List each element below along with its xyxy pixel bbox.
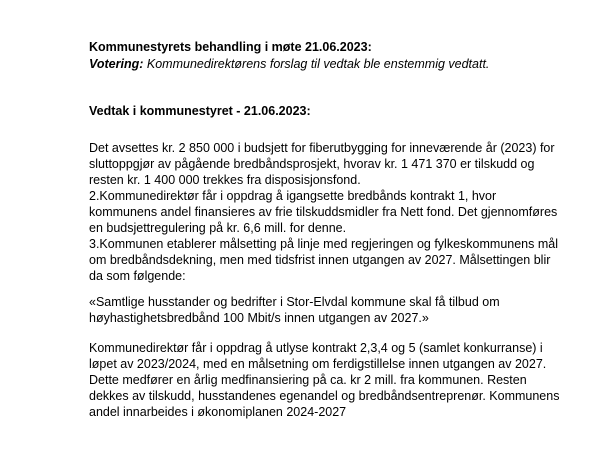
decision-paragraph-contract-1: 2.Kommunedirektør får i oppdrag å igangsette bredbånds kontrakt 1, hvor kommunens andel finansieres av frie tilskuddsmidler fra Nett fond. Det gjennomføres en budsjettregulering på kr. 6,6 mill. for denne.	[89, 189, 558, 235]
vote-text: Kommunedirektørens forslag til vedtak ble enstemmig vedtatt.	[143, 57, 490, 71]
decision-paragraph-target: 3.Kommunen etablerer målsetting på linje med regjeringen og fylkeskommunens mål om bredbåndsdekning, men med tidsfrist innen utgangen av 2027. Målsettingen blir da som følgende:	[89, 237, 558, 283]
decision-heading: Vedtak i kommunestyret - 21.06.2023:	[89, 104, 311, 118]
decision-paragraph-contracts-2-5: Kommunedirektør får i oppdrag å utlyse kontrakt 2,3,4 og 5 (samlet konkurranse) i løpet av 2023/2024, med en målsetning om ferdigstillelse innen utgangen av 2027. Dette medfører en årlig medfinansiering på ca. kr 2 mill. fra kommunen. Resten dekkes av tilskudd, husstandenes egenandel og bredbåndsentreprenør. Kommunens andel innarbeides i økonomiplanen 2024-2027	[89, 341, 560, 419]
meeting-heading: Kommunestyrets behandling i møte 21.06.2023:	[89, 40, 372, 54]
vote-line	[89, 56, 489, 72]
decision-paragraph-budget: Det avsettes kr. 2 850 000 i budsjett for fiberutbygging for inneværende år (2023) for sluttoppgjør av pågående bredbåndsprosjekt, hvorav kr. 1 471 370 er tilskudd og resten kr. 1 400 000 trekkes fra disposisjonsfond.	[89, 141, 555, 187]
target-quote: «Samtlige husstander og bedrifter i Stor-Elvdal kommune skal få tilbud om høyhastighetsbredbånd 100 Mbit/s innen utgangen av 2027.»	[89, 295, 500, 325]
vote-label: Votering:	[89, 57, 144, 71]
